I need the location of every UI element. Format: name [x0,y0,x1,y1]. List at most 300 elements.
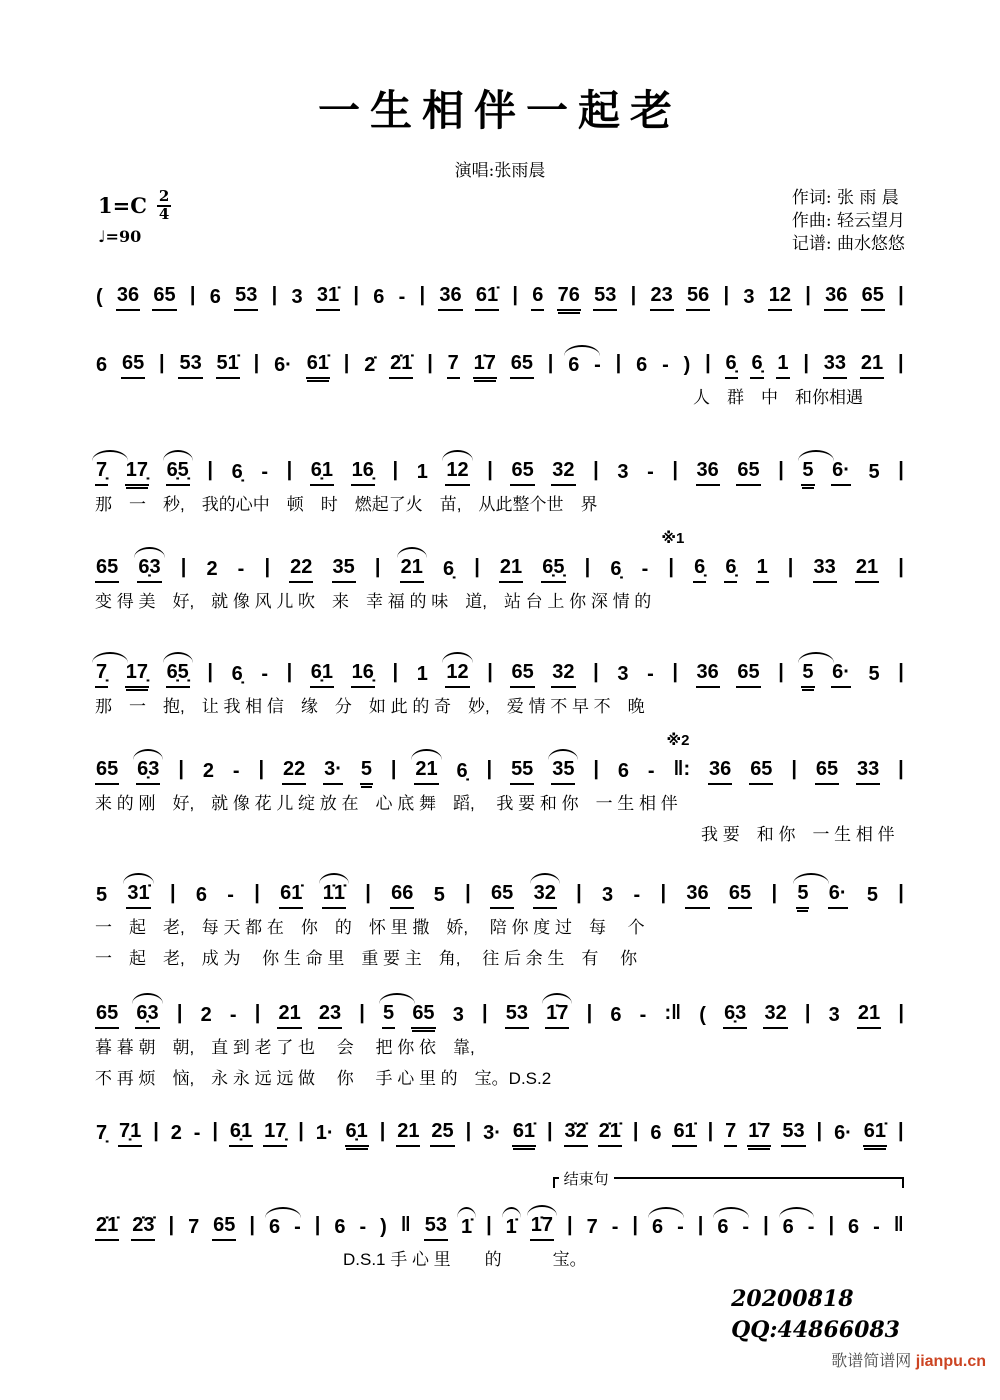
note: - [662,354,669,376]
barline: | [264,556,271,578]
note: 33 [813,557,837,583]
barline: | [486,1214,492,1236]
barline: | [723,284,730,306]
barline: | [286,661,293,683]
barline: | [778,661,784,683]
barline: | [189,284,196,306]
note: 6̣ [231,461,243,483]
note: - [742,1216,750,1238]
note: 2̇1̇ [389,353,413,379]
note: 5 [433,884,445,906]
note: 3 [828,1004,840,1026]
paren: ( [699,1004,706,1026]
barline: | [697,1214,704,1236]
note: 7 [724,1121,737,1147]
note: 6̣ [725,353,738,379]
note: 6 [716,1217,729,1241]
composer-credit: 作曲: 轻云望月 [791,211,905,231]
barline: | [898,661,904,683]
note: 6 [373,286,385,308]
key-label: 1=C [98,193,147,219]
note: 36 [685,883,709,909]
barline: | [365,882,371,904]
note: 65 [728,883,752,909]
paren: ) [380,1216,387,1238]
note: 6̣1 [229,1121,253,1147]
barline: | [254,882,260,904]
lyrics-row: 不 再 烦 恼, 永 永 远 远 做 你 手 心 里 的 宝。D.S.2 [95,1069,552,1088]
barline: | [253,352,260,374]
note: 7̣ [96,1122,108,1144]
barline: | [778,459,784,481]
credits-block [792,187,905,256]
note: 25 [430,1121,454,1147]
ending-label: 结束句 [559,1168,614,1189]
note: 6̣ [610,558,622,580]
note: 21 [857,1003,881,1029]
note: 16̣ [351,460,375,486]
note: 5 [868,461,880,483]
note: 6̣3 [135,1003,159,1029]
barline: | [586,1002,593,1024]
note: 6 [195,884,207,906]
note: 65 [510,662,534,688]
systems [95,275,905,1272]
note: 6̣1 [310,460,334,486]
barline: | [482,1002,488,1024]
note: 5 [868,663,880,685]
note: - [193,1122,201,1144]
note: 2 [206,558,218,580]
note: 1̇7 [473,353,497,379]
watermark-site-name: 歌谱简谱网 [831,1353,912,1370]
notes-row [95,343,905,379]
note: 2 [170,1122,182,1144]
note: 5 [96,884,108,906]
note: 1̇7 [747,1121,771,1147]
note: 2̇ [364,354,376,376]
time-numerator: 2 [158,187,170,205]
note: 65 [95,759,119,785]
note: 6̣5̣ [541,557,565,583]
note: 55 [510,759,534,785]
note: - [647,461,654,483]
barline: | [153,1120,159,1142]
note: 7̣ [95,460,108,486]
date-qq-stamp [731,1284,900,1346]
note: 2̇1̇ [95,1215,119,1241]
barline: | [632,1120,639,1142]
barline: | [593,758,599,780]
barline: | [632,1214,638,1236]
note: 36 [696,460,720,486]
note: 1̇ [505,1217,518,1241]
note: - [294,1216,301,1238]
note: 36 [708,759,732,785]
barline: | [392,459,399,481]
note: 3 [602,884,614,906]
note: 32 [533,883,557,909]
notes-row [95,1111,905,1147]
barline: | ※1 [661,530,685,578]
transcriber-credit: 记谱: 曲水悠悠 [791,234,905,254]
note: 65 [95,1003,119,1029]
barline: | [816,1120,823,1142]
singer-line: 演唱:张雨晨 [454,161,546,181]
note: 5 [360,759,373,785]
note: 3̇2̇ [564,1121,588,1147]
watermark-domain: jianpu.cn [915,1353,986,1370]
note: 32 [763,1003,787,1029]
note: - [232,760,240,782]
barline: | [392,661,399,683]
note: 12 [768,285,792,311]
note: 61̇ [863,1121,887,1147]
barline: | [584,556,591,578]
note: 6̣5̣ [166,662,190,688]
barline: | [763,1214,769,1236]
note: 56 [686,285,710,311]
note: 65 [121,353,145,379]
note: 51̇ [216,353,240,379]
lyrics-row: 来 的 刚 好, 就 像 花 儿 绽 放 在 心 底 舞 蹈, 我 要 和 你 一 生 相 伴 [95,794,678,813]
lyricist-credit: 作词: 张 雨 晨 [791,188,899,208]
note: 3 [291,286,303,308]
note: 1̇7 [530,1215,554,1241]
barline: | [487,459,493,481]
barline: | [353,284,359,306]
note: 6· [834,1122,852,1144]
note: 6· [831,662,851,688]
barline: | [169,882,176,904]
note: 6 [531,285,544,311]
note: 65 [815,759,839,785]
barline: | [630,284,637,306]
note: 21 [396,1121,420,1147]
note: 23 [650,285,674,311]
note: 32 [551,662,575,688]
barline: | [660,882,667,904]
note: - [647,760,655,782]
barline: | [465,882,471,904]
barline: | [168,1214,175,1236]
note: 66 [390,883,414,909]
note: 6̣ [750,353,763,379]
note: 5 [801,662,814,688]
note: 17̣ [125,662,149,688]
key-signature [98,189,171,223]
time-signature [157,189,171,223]
barline: | [567,1214,573,1236]
note: 6̣3 [723,1003,747,1029]
barline: | [707,1120,714,1142]
note: 22 [282,759,306,785]
note: 6 [334,1216,346,1238]
note: 5 [796,883,809,909]
segno-mark: ※2 [666,732,690,749]
note: 6̣3 [136,759,160,785]
note: 6 [96,354,108,376]
note: 23 [318,1003,342,1029]
barline: | [898,284,904,306]
barline: | [897,352,904,374]
note: 21 [400,557,424,583]
barline: ‖ [400,1214,411,1236]
note: 65 [95,557,119,583]
note: 2 [200,1004,212,1026]
note: 1̇7 [545,1003,569,1029]
note: 32 [551,460,575,486]
note: 6· [274,354,292,376]
note: - [261,663,268,685]
note: 53 [178,353,202,379]
note: 6̣1 [345,1121,369,1147]
barline: | [672,459,678,481]
lyrics-row: 暮 暮 朝 朝, 直 到 老 了 也 会 把 你 依 靠, [95,1038,475,1057]
barline: | [898,758,904,780]
note: 21 [277,1003,301,1029]
barline: | [254,1002,261,1024]
system-1 [95,275,905,311]
note: 6 [782,1217,795,1241]
note: 65 [736,662,760,688]
barline: | [343,352,350,374]
note: 36 [824,285,848,311]
site-watermark [831,1348,986,1371]
notes-row [95,732,905,785]
note: 3 [452,1004,464,1026]
note: 6̣ [442,558,455,580]
note: 6 [651,1217,664,1241]
note: 21 [855,557,879,583]
note: 53 [505,1003,529,1029]
note: 12 [445,662,469,688]
note: 1 [756,557,769,583]
note: 31̇ [126,883,150,909]
barline: | [898,556,904,578]
note: 21 [860,353,884,379]
note: 1 [776,353,789,379]
qq-stamp: QQ:44866083 [731,1317,900,1343]
note: 12 [445,460,469,486]
paren: ) [683,354,691,376]
note: 65 [510,460,534,486]
lyrics-row: D.S.1 手 心 里 的 宝。 [343,1250,587,1269]
barline: | [803,352,809,374]
lyrics-row: 人 群 中 和你相遇 [693,388,863,407]
note: 1̇1̇ [322,883,346,909]
barline: | [314,1214,321,1236]
note: - [873,1216,880,1238]
notes-row [95,993,905,1029]
time-denominator: 4 [158,204,170,223]
system-9 [95,1111,905,1147]
notes-row [95,1205,905,1241]
note: - [227,884,234,906]
barline: | [897,1120,904,1142]
barline: | [286,459,293,481]
note: 6 [268,1217,281,1241]
barline: | [207,661,214,683]
note: 3 [617,663,629,685]
note: 65 [861,285,885,311]
barline: | [180,556,187,578]
note: 7 [188,1216,200,1238]
note: - [647,663,654,685]
note: 33 [823,353,847,379]
notes-row [95,275,905,311]
barline: | [593,661,599,683]
note: 53 [234,285,258,311]
barline: | [804,1002,811,1024]
system-10 [95,1171,905,1272]
note: - [237,558,245,580]
note: 6̣ [231,663,243,685]
note: 3· [483,1122,501,1144]
note: 53 [593,285,617,311]
note: 3· [323,759,343,785]
note: 7 [586,1216,598,1238]
ending-bracket [553,1171,904,1188]
barline: | [486,758,493,780]
note: 6 [610,1004,622,1026]
note: 53 [424,1215,448,1241]
note: - [633,884,641,906]
note: 61̇ [306,353,330,379]
note: 65 [490,883,514,909]
note: 53 [781,1121,805,1147]
note: 6̣3 [137,557,161,583]
note: 65 [736,460,760,486]
note: 17̣ [263,1121,287,1147]
barline: ‖: ※2 [666,732,691,780]
note: 1 [416,663,428,685]
note: 6̣ [724,557,737,583]
note: - [677,1216,684,1238]
system-8 [95,993,905,1091]
note: 3 [617,461,629,483]
note: 6̣5̣ [166,460,190,486]
note: 17̣ [125,460,149,486]
barline: | [178,758,184,780]
note: 7̣1 [118,1121,142,1147]
note: 5 [382,1003,395,1029]
note: 65 [749,759,773,785]
note: 6 [567,355,580,379]
note: 65 [510,353,534,379]
note: 6 [650,1122,662,1144]
note: 2̇3̇ [131,1215,155,1241]
meta-row [95,187,905,261]
note: 21 [499,557,523,583]
note: 36 [696,662,720,688]
system-3 [95,450,905,517]
system-7 [95,873,905,971]
system-4 [95,530,905,614]
note: 35 [551,759,575,785]
note: 1̇ [460,1217,473,1241]
note: 21 [414,759,438,785]
note: 22 [289,557,313,583]
note: - [611,1216,619,1238]
system-5 [95,652,905,719]
note: 2̇1̇ [598,1121,622,1147]
note: 6̣ [693,557,706,583]
date-stamp: 20200818 [731,1286,854,1312]
barline: ‖ [893,1214,904,1236]
barline: | [258,758,265,780]
lyrics-row: 那 一 秒, 我的心中 顿 时 燃起了火 苗, 从此整个世 界 [95,495,598,514]
note: 7̣ [95,662,108,688]
note: - [641,558,649,580]
note: - [398,286,406,308]
barline: | [547,352,554,374]
barline: | [419,284,426,306]
barline: | [512,284,519,306]
barline: | [379,1120,386,1142]
note: 65 [152,285,176,311]
note: 35 [332,557,356,583]
system-6 [95,732,905,847]
note: 7 [447,353,460,379]
barline: | [487,661,493,683]
note: - [594,354,601,376]
notes-row [95,530,905,583]
note: 6· [831,460,851,486]
note: 61̇ [279,883,303,909]
note: - [261,461,268,483]
note: 36 [438,285,462,311]
note: 61̇ [475,285,499,311]
note: 1· [315,1122,334,1144]
note: 33 [856,759,880,785]
note: 76 [557,285,581,311]
notes-row [95,652,905,688]
lyrics-row: 一 起 老, 每 天 都 在 你 的 怀 里 撒 娇, 陪 你 度 过 每 个 [95,918,645,937]
segno-mark: ※1 [661,530,685,547]
barline: | [805,284,811,306]
barline: | [359,1002,365,1024]
barline: | [390,758,397,780]
note: 6 [209,286,221,308]
lyrics-row: 变 得 美 好, 就 像 风 儿 吹 来 幸 福 的 味 道, 站 台 上 你 深 情 的 [95,592,652,611]
note: 3 [743,286,755,308]
barline: | [898,882,904,904]
note: 16̣ [351,662,375,688]
lyrics-row: 那 一 抱, 让 我 相 信 缘 分 如 此 的 奇 妙, 爱 情 不 早 不 晚 [95,697,645,716]
lyrics-row: 我 要 和 你 一 生 相 伴 [701,825,895,844]
barline: | [176,1002,183,1024]
barline: | [465,1120,472,1142]
song-title: 一生相伴一起老 [317,86,682,135]
lyrics-row: 一 起 老, 成 为 你 生 命 里 重 要 主 角, 往 后 余 生 有 你 [95,949,638,968]
note: 31̇ [316,285,340,311]
barline: | [159,352,165,374]
barline: | [791,758,797,780]
note: 36 [116,285,140,311]
barline: | [615,352,622,374]
note: 5 [866,884,878,906]
barline: | [474,556,480,578]
barline: | [771,882,778,904]
paren: ( [96,286,103,308]
barline: | [593,459,599,481]
barline: | [374,556,381,578]
barline: | [271,284,278,306]
barline: | [672,661,678,683]
barline: | [212,1120,218,1142]
barline: | [427,352,433,374]
